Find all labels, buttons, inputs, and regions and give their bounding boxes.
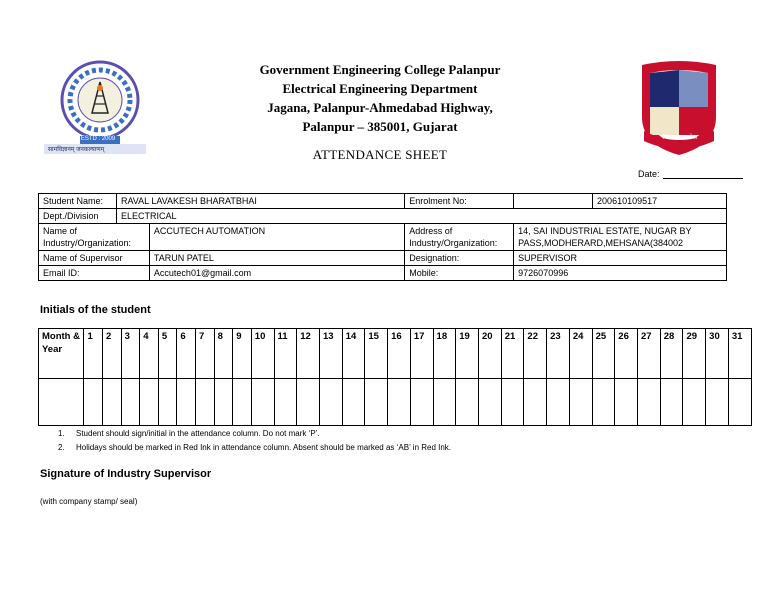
day-header-30: 30 bbox=[706, 329, 729, 379]
signature-subtitle: (with company stamp/ seal) bbox=[40, 497, 138, 506]
day-cell-26[interactable] bbox=[615, 379, 638, 426]
day-cell-21[interactable] bbox=[501, 379, 524, 426]
day-header-27: 27 bbox=[638, 329, 661, 379]
day-header-13: 13 bbox=[319, 329, 342, 379]
attendance-table bbox=[38, 328, 752, 426]
day-header-10: 10 bbox=[251, 329, 274, 379]
day-cell-27[interactable] bbox=[638, 379, 661, 426]
day-header-25: 25 bbox=[592, 329, 615, 379]
student-info-table bbox=[38, 193, 727, 281]
day-header-29: 29 bbox=[683, 329, 706, 379]
day-cell-25[interactable] bbox=[592, 379, 615, 426]
day-header-1: 1 bbox=[84, 329, 103, 379]
day-header-20: 20 bbox=[478, 329, 501, 379]
day-header-16: 16 bbox=[388, 329, 411, 379]
student-name-value: RAVAL LAVAKESH BHARATBHAI bbox=[116, 194, 404, 209]
day-header-7: 7 bbox=[196, 329, 215, 379]
date-line bbox=[663, 169, 743, 179]
supervisor-value: TARUN PATEL bbox=[149, 251, 404, 266]
day-cell-14[interactable] bbox=[342, 379, 365, 426]
day-cell-30[interactable] bbox=[706, 379, 729, 426]
designation-label: Designation: bbox=[405, 251, 514, 266]
day-header-12: 12 bbox=[297, 329, 320, 379]
initials-section-title: Initials of the student bbox=[40, 304, 151, 316]
mobile-value: 9726070996 bbox=[514, 266, 727, 281]
month-year-cell[interactable] bbox=[39, 379, 84, 426]
day-cell-22[interactable] bbox=[524, 379, 547, 426]
day-header-4: 4 bbox=[140, 329, 159, 379]
day-header-22: 22 bbox=[524, 329, 547, 379]
day-cell-7[interactable] bbox=[196, 379, 215, 426]
day-cell-16[interactable] bbox=[388, 379, 411, 426]
day-header-17: 17 bbox=[410, 329, 433, 379]
enrolment-label: Enrolment No: bbox=[405, 194, 514, 209]
day-cell-23[interactable] bbox=[547, 379, 570, 426]
gtu-banner: विज्ञान ज्ञान सेवा bbox=[662, 135, 698, 141]
day-cell-9[interactable] bbox=[233, 379, 252, 426]
day-header-14: 14 bbox=[342, 329, 365, 379]
day-header-11: 11 bbox=[274, 329, 297, 379]
email-label: Email ID: bbox=[39, 266, 150, 281]
day-cell-24[interactable] bbox=[569, 379, 592, 426]
college-motto: सामविज्ञानम् जनकल्याणम् bbox=[48, 147, 105, 153]
dept-value: ELECTRICAL bbox=[116, 209, 726, 224]
day-header-9: 9 bbox=[233, 329, 252, 379]
student-name-label: Student Name: bbox=[39, 194, 117, 209]
date-label: Date: bbox=[638, 169, 660, 179]
dept-label: Dept./Division bbox=[39, 209, 117, 224]
sheet-title: ATTENDANCE SHEET bbox=[312, 147, 448, 162]
industry-label: Name of Industry/Organization: bbox=[39, 224, 150, 251]
day-cell-18[interactable] bbox=[433, 379, 456, 426]
mobile-label: Mobile: bbox=[405, 266, 514, 281]
letterhead bbox=[200, 60, 560, 136]
day-cell-1[interactable] bbox=[84, 379, 103, 426]
day-header-18: 18 bbox=[433, 329, 456, 379]
day-header-3: 3 bbox=[121, 329, 140, 379]
day-cell-10[interactable] bbox=[251, 379, 274, 426]
day-cell-4[interactable] bbox=[140, 379, 159, 426]
day-cell-28[interactable] bbox=[660, 379, 683, 426]
day-header-21: 21 bbox=[501, 329, 524, 379]
day-cell-29[interactable] bbox=[683, 379, 706, 426]
college-logo bbox=[42, 58, 152, 158]
address-line-1: Jagana, Palanpur-Ahmedabad Highway, bbox=[267, 100, 493, 115]
note-item: 2. Holidays should be marked in Red Ink in attendance column. Absent should be marked as ‘AB’ in Red Ink. bbox=[58, 443, 452, 452]
day-header-23: 23 bbox=[547, 329, 570, 379]
supervisor-label: Name of Supervisor bbox=[39, 251, 150, 266]
industry-value: ACCUTECH AUTOMATION bbox=[149, 224, 404, 251]
day-cell-5[interactable] bbox=[158, 379, 177, 426]
day-header-2: 2 bbox=[103, 329, 122, 379]
day-cell-15[interactable] bbox=[365, 379, 388, 426]
day-cell-19[interactable] bbox=[456, 379, 479, 426]
day-header-19: 19 bbox=[456, 329, 479, 379]
day-cell-20[interactable] bbox=[478, 379, 501, 426]
email-value: Accutech01@gmail.com bbox=[149, 266, 404, 281]
day-header-15: 15 bbox=[365, 329, 388, 379]
day-cell-17[interactable] bbox=[410, 379, 433, 426]
day-header-8: 8 bbox=[214, 329, 233, 379]
day-cell-8[interactable] bbox=[214, 379, 233, 426]
day-cell-13[interactable] bbox=[319, 379, 342, 426]
instructions bbox=[58, 427, 451, 455]
address-line-2: Palanpur – 385001, Gujarat bbox=[302, 119, 458, 134]
signature-title: Signature of Industry Supervisor bbox=[40, 468, 212, 480]
enrolment-value: 200610109517 bbox=[593, 194, 727, 209]
day-cell-31[interactable] bbox=[728, 379, 751, 426]
enrolment-spacer bbox=[514, 194, 593, 209]
day-header-28: 28 bbox=[660, 329, 683, 379]
day-cell-3[interactable] bbox=[121, 379, 140, 426]
note-item: 1. Student should sign/initial in the attendance column. Do not mark ‘P’. bbox=[58, 429, 320, 438]
gtu-logo bbox=[638, 57, 720, 157]
department-name: Electrical Engineering Department bbox=[282, 81, 478, 96]
day-header-5: 5 bbox=[158, 329, 177, 379]
designation-value: SUPERVISOR bbox=[514, 251, 727, 266]
address-label: Address of Industry/Organization: bbox=[405, 224, 514, 251]
date-field bbox=[638, 169, 743, 179]
day-cell-12[interactable] bbox=[297, 379, 320, 426]
college-estd: ESTD : 2009 bbox=[80, 136, 116, 142]
month-year-header: Month & Year bbox=[39, 329, 84, 379]
address-value: 14, SAI INDUSTRIAL ESTATE, NUGAR BY PASS,MODHERARD,MEHSANA(384002 bbox=[514, 224, 727, 251]
day-header-31: 31 bbox=[728, 329, 751, 379]
day-header-26: 26 bbox=[615, 329, 638, 379]
day-header-24: 24 bbox=[569, 329, 592, 379]
day-cell-2[interactable] bbox=[103, 379, 122, 426]
day-header-6: 6 bbox=[177, 329, 196, 379]
day-cell-11[interactable] bbox=[274, 379, 297, 426]
day-cell-6[interactable] bbox=[177, 379, 196, 426]
college-name: Government Engineering College Palanpur bbox=[259, 62, 501, 77]
